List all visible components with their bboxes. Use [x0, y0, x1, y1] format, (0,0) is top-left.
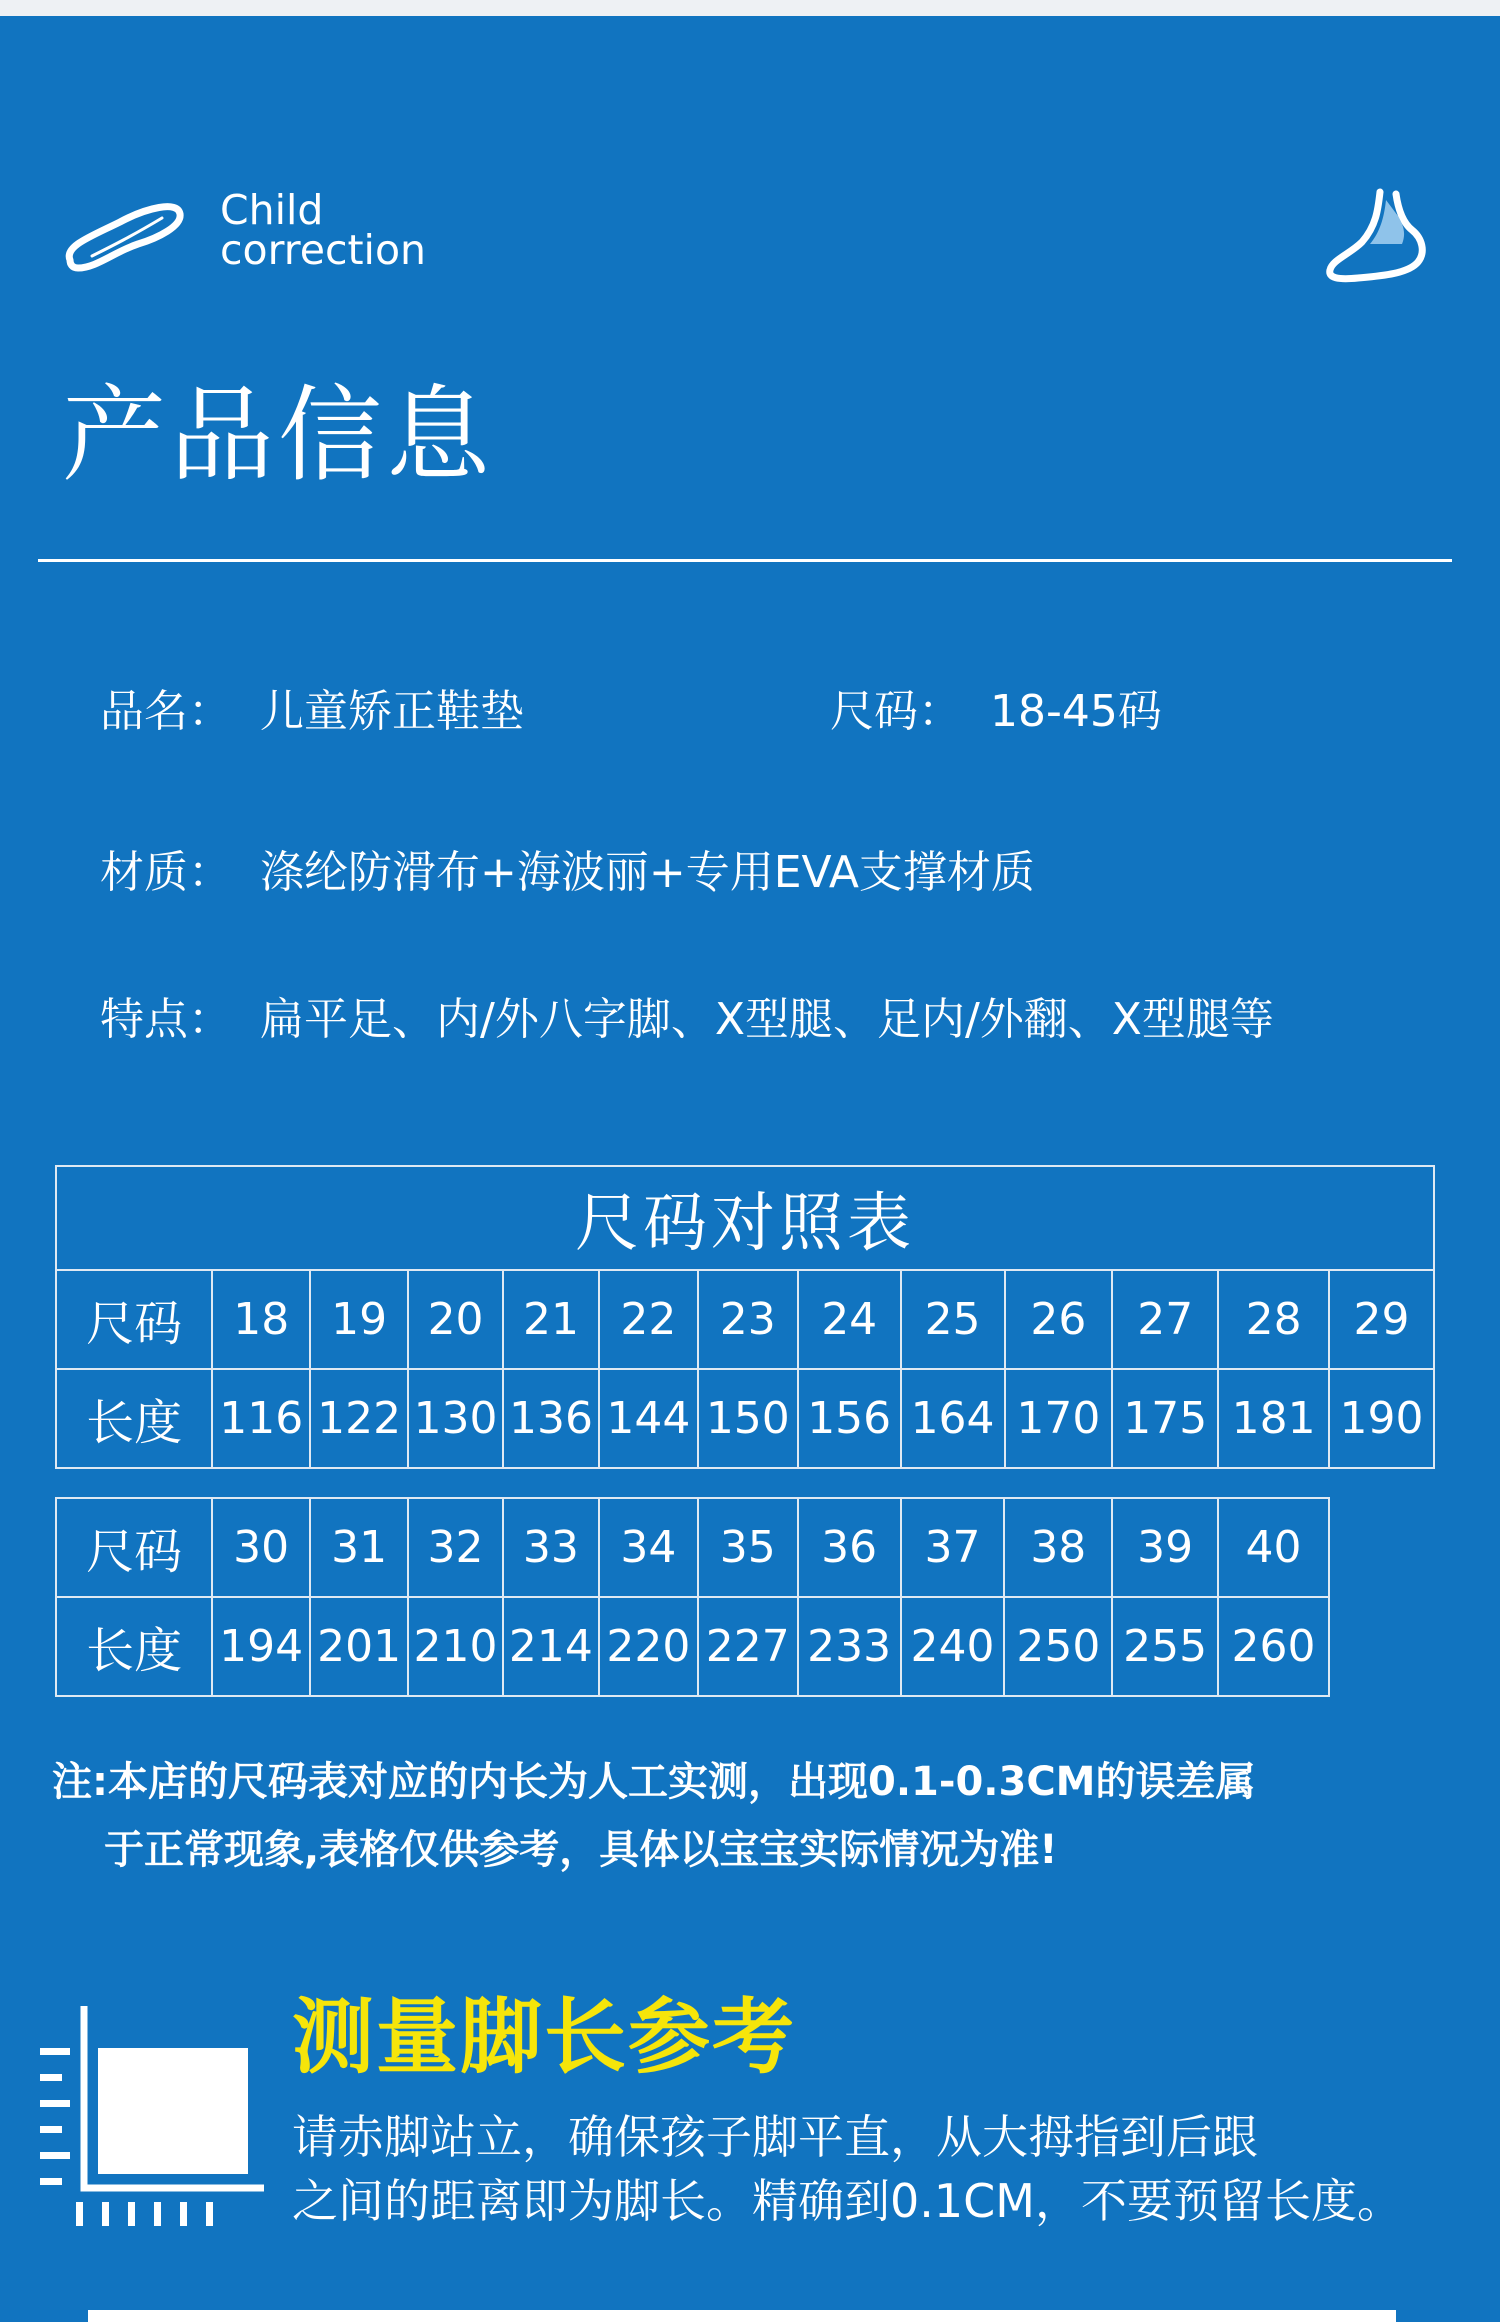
length-row [56, 1597, 1329, 1696]
size-row [56, 1498, 1329, 1597]
next-section-card [88, 2310, 1396, 2322]
info-material [100, 845, 1035, 901]
size-cell: 27 [1112, 1270, 1218, 1369]
length-cell: 170 [1005, 1369, 1113, 1468]
length-cell: 136 [503, 1369, 599, 1468]
length-cell: 220 [599, 1597, 698, 1696]
brand-line2: correction [220, 226, 427, 274]
size-cell: 35 [698, 1498, 798, 1597]
material-label: 材质： [100, 847, 232, 898]
size-cell: 21 [503, 1270, 599, 1369]
size-cell: 25 [901, 1270, 1005, 1369]
row-label-size: 尺码 [56, 1270, 212, 1369]
size-cell: 30 [212, 1498, 310, 1597]
feature-value: 扁平足、内/外八字脚、X型腿、足内/外翻、X型腿等 [260, 994, 1274, 1045]
brand-name [220, 186, 427, 274]
info-name [100, 684, 524, 740]
length-row [56, 1369, 1434, 1468]
note-line2: 于正常现象,表格仅供参考，具体以宝宝实际情况为准! [104, 1827, 1058, 1873]
size-cell: 24 [798, 1270, 901, 1369]
size-cell: 18 [212, 1270, 310, 1369]
size-cell: 29 [1329, 1270, 1434, 1369]
length-cell: 130 [408, 1369, 503, 1468]
size-cell: 34 [599, 1498, 698, 1597]
name-label: 品名： [100, 686, 232, 737]
size-cell: 39 [1112, 1498, 1218, 1597]
size-row [56, 1270, 1434, 1369]
length-cell: 210 [408, 1597, 503, 1696]
length-cell: 194 [212, 1597, 310, 1696]
note-line1: 注:本店的尺码表对应的内长为人工实测，出现0.1-0.3CM的误差属 [52, 1759, 1256, 1805]
measure-line2: 之间的距离即为脚长。精确到0.1CM，不要预留长度。 [292, 2174, 1403, 2228]
measure-instructions [292, 2105, 1403, 2233]
feature-label: 特点： [100, 994, 232, 1045]
size-cell: 22 [599, 1270, 698, 1369]
size-cell: 32 [408, 1498, 503, 1597]
size-cell: 23 [698, 1270, 798, 1369]
size-cell: 38 [1004, 1498, 1112, 1597]
size-cell: 19 [310, 1270, 408, 1369]
name-value: 儿童矫正鞋垫 [260, 686, 524, 737]
measure-line1: 请赤脚站立，确保孩子脚平直，从大拇指到后跟 [292, 2110, 1258, 2164]
length-cell: 201 [310, 1597, 408, 1696]
top-strip [0, 0, 1500, 16]
size-note [52, 1748, 1452, 1884]
info-feature [100, 992, 1274, 1048]
size-label: 尺码： [830, 686, 962, 737]
length-cell: 214 [503, 1597, 599, 1696]
material-value: 涤纶防滑布+海波丽+专用EVA支撑材质 [260, 847, 1035, 898]
length-cell: 122 [310, 1369, 408, 1468]
row-label-length: 长度 [56, 1597, 212, 1696]
insole-icon [62, 196, 186, 276]
length-cell: 144 [599, 1369, 698, 1468]
length-cell: 164 [901, 1369, 1005, 1468]
size-cell: 36 [798, 1498, 901, 1597]
row-label-length: 长度 [56, 1369, 212, 1468]
page-title: 产品信息 [62, 374, 495, 496]
size-cell: 37 [901, 1498, 1005, 1597]
size-chart-table-2 [55, 1497, 1330, 1697]
size-chart-table-1 [55, 1165, 1435, 1469]
title-divider [38, 559, 1452, 562]
row-label-size: 尺码 [56, 1498, 212, 1597]
info-size [830, 684, 1162, 740]
size-cell: 33 [503, 1498, 599, 1597]
length-cell: 175 [1112, 1369, 1218, 1468]
length-cell: 181 [1218, 1369, 1329, 1468]
length-cell: 233 [798, 1597, 901, 1696]
length-cell: 156 [798, 1369, 901, 1468]
size-value: 18-45码 [990, 686, 1162, 737]
measure-title: 测量脚长参考 [292, 1990, 797, 2085]
length-cell: 227 [698, 1597, 798, 1696]
size-cell: 28 [1218, 1270, 1329, 1369]
length-cell: 250 [1004, 1597, 1112, 1696]
length-cell: 116 [212, 1369, 310, 1468]
size-cell: 31 [310, 1498, 408, 1597]
length-cell: 150 [698, 1369, 798, 1468]
size-cell: 26 [1005, 1270, 1113, 1369]
ruler-square-icon [36, 2006, 266, 2226]
brand-logo [62, 186, 482, 280]
length-cell: 255 [1112, 1597, 1218, 1696]
size-chart-title: 尺码对照表 [56, 1166, 1434, 1270]
size-cell: 40 [1218, 1498, 1329, 1597]
brand-line1: Child [220, 186, 324, 234]
length-cell: 190 [1329, 1369, 1434, 1468]
length-cell: 260 [1218, 1597, 1329, 1696]
size-cell: 20 [408, 1270, 503, 1369]
length-cell: 240 [901, 1597, 1005, 1696]
foot-icon [1322, 186, 1432, 286]
